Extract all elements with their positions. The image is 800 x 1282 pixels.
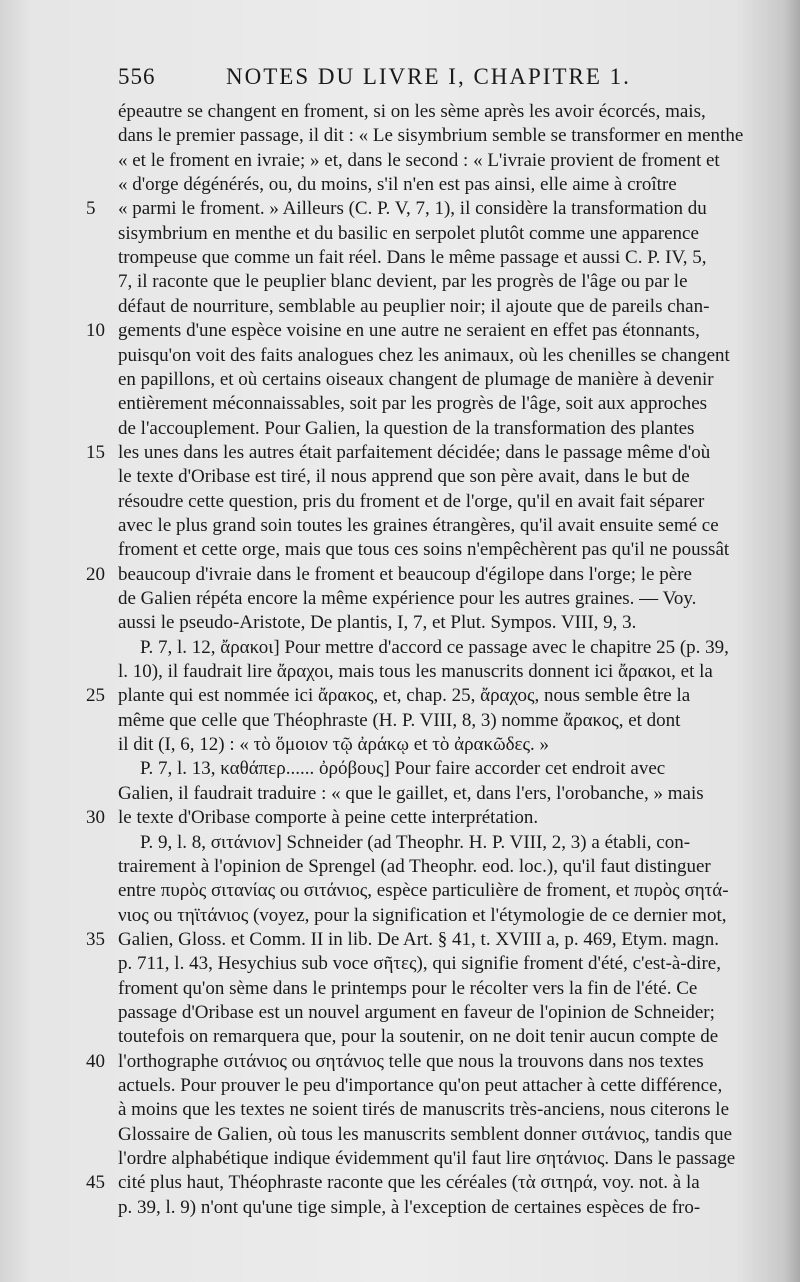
text-line: le texte d'Oribase est tiré, il nous apprend que son père avait, dans le but de (118, 466, 690, 488)
text-line: 7, il raconte que le peuplier blanc devient, par les progrès de l'âge ou par le (118, 271, 688, 293)
text-line: « parmi le froment. » Ailleurs (C. P. V, 7, 1), il considère la transformation du (118, 198, 707, 220)
text-line: passage d'Oribase est un nouvel argument en faveur de l'opinion de Schneider; (118, 1001, 715, 1023)
text-line: p. 711, l. 43, Hesychius sub voce σῆτες), qui signifie froment d'été, c'est-à-dire, (118, 953, 721, 975)
text-line: résoudre cette question, pris du froment et de l'orge, qu'il en avait fait séparer (118, 490, 705, 512)
margin-line-number: 45 (86, 1172, 105, 1194)
margin-line-number: 40 (86, 1050, 105, 1072)
text-line: trompeuse que comme un fait réel. Dans le même passage et aussi C. P. IV, 5, (118, 247, 707, 269)
text-line: trairement à l'opinion de Sprengel (ad Theophr. eod. loc.), qu'il faut distinguer (118, 855, 711, 877)
text-line: « et le froment en ivraie; » et, dans le second : « L'ivraie provient de froment et (118, 149, 720, 171)
text-line: actuels. Pour prouver le peu d'importance qu'on peut attacher à cette différence, (118, 1075, 723, 1096)
running-header (118, 62, 758, 96)
text-line: l'orthographe σιτάνιος ou σητάνιος telle que nous la trouvons dans nos textes (118, 1050, 704, 1072)
margin-line-number: 30 (86, 807, 105, 829)
margin-line-number: 35 (86, 928, 105, 950)
text-line: à moins que les textes ne soient tirés de manuscrits très-anciens, nous citerons le (118, 1099, 730, 1121)
text-line: P. 7, l. 12, ἄρακοι] Pour mettre d'accord ce passage avec le chapitre 25 (p. 39, (140, 636, 729, 658)
text-line: puisqu'on voit des faits analogues chez les animaux, où les chenilles se changent (118, 344, 730, 366)
text-line: en papillons, et où certains oiseaux changent de plumage de manière à devenir (118, 368, 714, 390)
margin-line-number: 20 (86, 563, 105, 585)
text-line: cité plus haut, Théophraste raconte que les céréales (τὰ σιτηρά, voy. not. à la (118, 1172, 700, 1194)
text-line: entièrement méconnaissables, soit par les progrès de l'âge, soit aux approches (118, 393, 708, 415)
text-line: l'ordre alphabétique indique évidemment qu'il faut lire σητάνιος. Dans le passage (118, 1148, 736, 1170)
text-line: de Galien répéta encore la même expérience pour les autres graines. — Voy. (118, 588, 697, 609)
text-line: les unes dans les autres était parfaitement décidée; dans le passage même d'où (118, 441, 711, 463)
text-line: Galien, il faudrait traduire : « que le gaillet, et, dans l'ers, l'orobanche, » mais (118, 782, 704, 804)
text-line: plante qui est nommée ici ἄρακος, et, chap. 25, ἄραχος, nous semble être la (118, 685, 691, 707)
text-line: p. 39, l. 9) n'ont qu'une tige simple, à l'exception de certaines espèces de fro- (118, 1196, 701, 1218)
text-line: dans le premier passage, il dit : « Le sisymbrium semble se transformer en menthe (118, 125, 744, 147)
text-line: beaucoup d'ivraie dans le froment et beaucoup d'égilope dans l'orge; le père (118, 563, 692, 585)
text-line: défaut de nourriture, semblable au peuplier noir; il ajoute que de pareils chan- (118, 295, 710, 317)
text-line: le texte d'Oribase comporte à peine cette interprétation. (118, 807, 539, 829)
page-number: 556 (118, 64, 156, 89)
text-line: l. 10), il faudrait lire ἄραχοι, mais tous les manuscrits donnent ici ἄρακοι, et la (118, 661, 713, 683)
text-line: « d'orge dégénérés, ou, du moins, s'il n'en est pas ainsi, elle aime à croître (118, 174, 677, 196)
margin-line-number: 10 (86, 320, 105, 342)
text-line: νιος ou τηϊτάνιος (voyez, pour la signification et l'étymologie de ce dernier mot, (118, 904, 727, 926)
margin-line-number: 25 (86, 685, 105, 707)
text-line: entre πυρὸς σιτανίας ou σιτάνιος, espèce particulière de froment, et πυρὸς σητά- (118, 880, 729, 902)
text-line: toutefois on remarquera que, pour la soutenir, on ne doit tenir aucun compte de (118, 1026, 719, 1048)
text-line: sisymbrium en menthe et du basilic en serpolet plutôt comme une apparence (118, 222, 699, 244)
text-line: de l'accouplement. Pour Galien, la question de la transformation des plantes (118, 417, 695, 439)
text-line: froment et cette orge, mais que tous ces soins n'empêchèrent pas qu'il ne poussât (118, 539, 730, 561)
running-title: NOTES DU LIVRE I, CHAPITRE 1. (226, 64, 631, 89)
margin-line-number: 15 (86, 441, 105, 463)
text-line: aussi le pseudo-Aristote, De plantis, I, 7, et Plut. Sympos. VIII, 9, 3. (118, 612, 637, 634)
text-line: il dit (I, 6, 12) : « τὸ ὅμοιον τῷ ἀράκῳ et τὸ ἀρακῶδες. » (118, 734, 550, 756)
text-line: gements d'une espèce voisine en une autre ne seraient en effet pas étonnants, (118, 320, 700, 342)
margin-line-number: 5 (86, 198, 96, 220)
text-line: froment qu'on sème dans le printemps pour le récolter vers la fin de l'été. Ce (118, 977, 698, 999)
text-line: même que celle que Théophraste (H. P. VIII, 8, 3) nomme ἄρακος, et dont (118, 709, 681, 731)
text-line: P. 9, l. 8, σιτάνιον] Schneider (ad Theophr. H. P. VIII, 2, 3) a établi, con- (140, 831, 691, 853)
text-line: Glossaire de Galien, où tous les manuscrits semblent donner σιτάνιος, tandis que (118, 1123, 733, 1145)
text-line: avec le plus grand soin toutes les graines étrangères, qu'il avait ensuite semé ce (118, 514, 719, 536)
text-line: épeautre se changent en froment, si on les sème après les avoir écorcés, mais, (118, 101, 706, 122)
text-line: P. 7, l. 13, καθάπερ...... ὀρόβους] Pour faire accorder cet endroit avec (140, 758, 666, 780)
text-line: Galien, Gloss. et Comm. II in lib. De Art. § 41, t. XVIII a, p. 469, Etym. magn. (118, 928, 720, 950)
